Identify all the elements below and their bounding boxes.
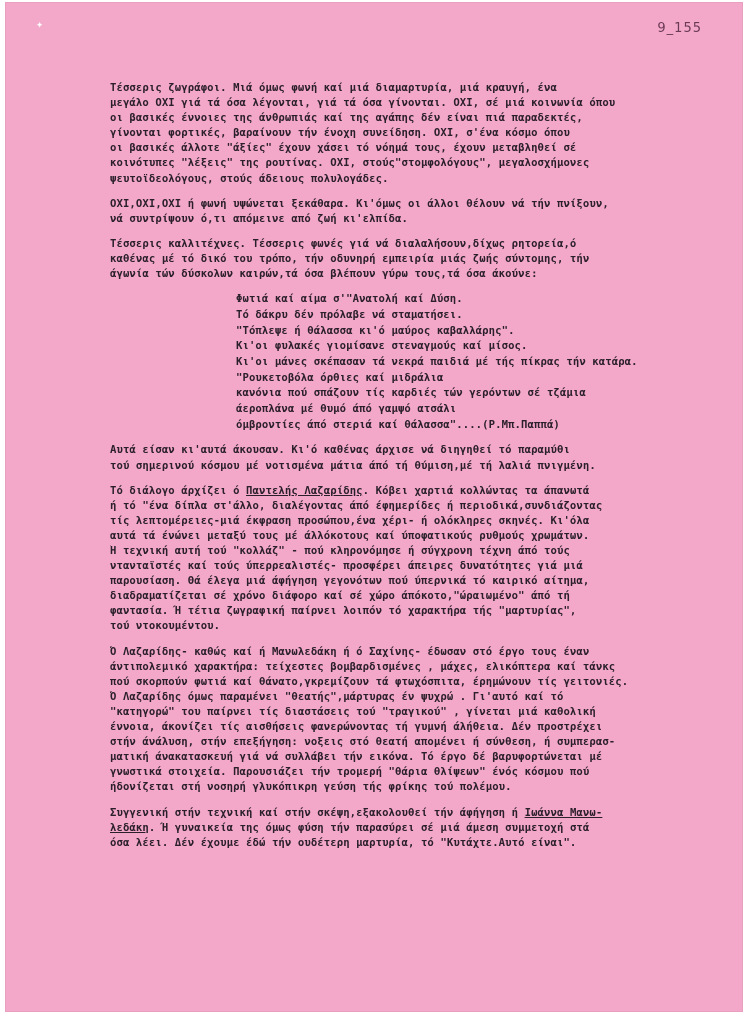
text-line: Ό Λαζαρίδης- καθώς καί ή Μανωλεδάκη ή ό Σαχίνης- έδωσαν στό έργο τους έναν [110,645,590,658]
text-line: ή τό "ένα δίπλα στ'άλλο, διαλέγοντας άπό έφημερίδες ή περιοδικά,συνδιάζοντας [110,499,603,512]
text-line: έννοια, άκονίζει τίς αισθήσεις φανερώνοντας τή γυμνή άλήθεια. Δέν προστρέχει [110,721,603,734]
text-line: πού σκορπούν φωτιά καί θάνατο,γκρεμίζουν τά φτωχόσπιτα, έρημώνουν τίς γειτονιές. [110,675,629,688]
text-line: Τέσσερις καλλιτέχνες. Τέσσερις φωνές γιά νά διαλαλήσουν,δίχως ρητορεία,ό [110,237,577,250]
text-line: φαντασία. Ή τέτια ζωγραφική παίρνει λοιπόν τό χαρακτήρα τής "μαρτυρίας", [110,605,577,618]
text-line: κοινότυπες "λέξεις" της ρουτίνας. ΟΧΙ, στούς"στομφολόγους", μεγαλοσχήμονες [110,157,590,170]
poem-line: Κι'οι μάνες σκέπασαν τά νεκρά παιδιά μέ τής πίκρας τήν κατάρα. [236,355,638,368]
text-line [110,821,714,836]
text-fragment: Τό διάλογο άρχίζει ό [110,484,247,497]
paragraph-7 [110,806,714,851]
text-line: ψευτοϊδεολόγους, στούς άδειους πολυλογάδες. [110,172,389,185]
text-line: όσα λέει. Δέν έχουμε έδώ τήν ουδέτερη μαρτυρία, τό "Κυτάχτε.Αυτό είναι". [110,836,577,849]
text-line: Ό Λαζαρίδης όμως παραμένει "θεατής",μάρτυρας έν ψυχρώ . Γι'αυτό καί τό [110,690,564,703]
text-line: τίς λεπτομέρειες-μιά έκφραση προσώπου,ένα χέρι- ή ολόκληρες σκηνές. Κι'όλα [110,514,590,527]
text-line: "κατηγορώ" του παίρνει τίς διαστάσεις τού "τραγικού" , γίνεται μιά καθολική [110,705,596,718]
artist-name-manoledaki: Ιωάννα Μανω- [524,806,603,819]
text-line: τού ντοκουμέντου. [110,620,221,633]
text-line: παρουσίαση. Θά έλεγα μιά άφήγηση γεγονότων πού ύπερνικά τό καιρικό αίτημα, [110,575,590,588]
text-line: διαδραματίζεται σέ χρόνο διάφορο καί σέ χώρο άπόκοτο,"ώραιωμένο" άπό τή [110,590,570,603]
text-fragment: . Ή γυναικεία της όμως φύση τήν παρασύρει σέ μιά άμεση συμμετοχή στά [148,821,590,834]
quoted-poem [236,292,714,433]
text-line: οι βασικές άλλοτε "άξίες" έχουν χάσει τό νόημά τους, έχουν μεταβληθεί σέ [110,142,577,155]
paragraph-2 [110,197,714,227]
text-line: ματική άνακατασκευή γιά νά συλλάβει τήν εικόνα. Τό έργο δέ βαρυφορτώνεται μέ [110,751,603,764]
paragraph-3 [110,237,714,282]
artist-name-lazaridis: Παντελής Λαζαρίδης [246,484,363,497]
text-line: γνωστικά στοιχεία. Παρουσιάζει τήν τρομερή "θάρια θλίψεων" ένός κόσμου πού [110,766,590,779]
text-line: Αυτά είσαν κι'αυτά άκουσαν. Κι'ό καθένας άρχισε νά διηγηθεί τό παραμύθι [110,444,570,457]
text-line: ντανταϊστές καί τούς ύπερρεαλιστές- προσφέρει άπειρες δυνατότητες γιά μιά [110,560,583,573]
text-line: νά συντρίψουν ό,τι απόμεινε από ζωή κι'ελπίδα. [110,212,408,225]
text-line: άντιπολεμικό χαρακτήρα: τείχεστες βομβαρδισμένες , μάχες, ελικόπτερα καί τάνκς [110,660,616,673]
text-line: ΟΧΙ,ΟΧΙ,ΟΧΙ ή φωνή υψώνεται ξεκάθαρα. Κι'όμως οι άλλοι θέλουν νά τήν πνίξουν, [110,197,609,210]
text-fragment: Συγγενική στήν τεχνική καί στήν σκέψη,εξακολουθεί τήν άφήγηση ή [110,806,525,819]
text-line: ήδονίζεται στή νοσηρή γλυκόπικρη γεύση τής φρίκης τού πολέμου. [110,781,512,794]
poem-line: "Τόπλεψε ή θάλασσα κι'ό μαύρος καβαλλάρης". [236,324,515,337]
text-line: οι βασικές έννοιες της άνθρωπιάς καί της αγάπης δέν είναι πιά παραδεκτές, [110,112,583,125]
paragraph-5 [110,484,714,635]
poem-line: Κι'οι φυλακές γιομίσανε στεναγμούς καί μίσος. [236,340,528,353]
poem-line: Φωτιά καί αίμα σ'"Ανατολή καί Δύση. [236,293,463,306]
text-line: καθένας μέ τό δικό του τρόπο, τήν οδυνηρή εμπειρία μιάς ζωής σύντομης, τήν [110,252,590,265]
poem-line: Τό δάκρυ δέν πρόλαβε νά σταματήσει. [236,308,463,321]
text-line: μεγάλο ΟΧΙ γιά τά όσα λέγονται, γιά τά όσα γίνονται. ΟΧΙ, σέ μιά κοινωνία όπου [110,97,616,110]
paragraph-4 [110,443,714,473]
poem-line: άεροπλάνα μέ θυμό άπό γαμψό ατσάλι [236,403,457,416]
paragraph-1 [110,81,714,187]
text-line: τού σημερινού κόσμου μέ νοτισμένα μάτια άπό τή θύμιση,μέ τή λαλιά πνιγμένη. [110,459,596,472]
artist-name-manoledaki-cont: λεδάκη [110,821,149,834]
document-page [6,3,742,1011]
poem-line: κανόνια πού σπάζουν τίς καρδιές τών γερόντων σέ τζάμια [236,387,586,400]
page-number: 9_155 [657,21,702,36]
text-line: άγωνία τών δύσκολων καιρών,τά όσα βλέπουν γύρω τους,τά όσα άκούνε: [110,268,538,281]
text-fragment: . Κόβει χαρτιά κολλώντας τα άπανωτά [362,484,590,497]
staple-mark: ✦ [36,17,44,31]
poem-line: "Ρουκετοβόλα όρθιες καί μιδράλια [236,371,444,384]
text-line [110,484,714,499]
paragraph-6 [110,645,714,796]
text-line: Τέσσερις ζωγράφοι. Μιά όμως φωνή καί μιά διαμαρτυρία, μιά κραυγή, ένα [110,82,557,94]
text-line: Ή τεχνική αυτή τού "κολλάζ" - πού κληρονόμησε ή σύγχρονη τέχνη άπό τούς [110,545,570,558]
text-line: στήν άνάλυση, στήν επεξήγηση: νοξεις στό θεατή απομένει ή σύνθεση, ή συμπερασ- [110,736,616,749]
text-line [110,806,714,821]
poem-line: όμβροντίες άπό στεριά καί θάλασσα"....(Ρ.Μπ.Παππά) [236,418,560,431]
text-line: αυτά τά ένώνει μεταξύ τους μέ άλλόκοτους καί ύποφατικούς ρυθμούς χρωμάτων. [110,529,590,542]
text-line: γίνονται φορτικές, βαραίνουν τήν ένοχη συνείδηση. ΟΧΙ, σ'ένα κόσμο όπου [110,127,570,140]
document-body [110,81,714,861]
